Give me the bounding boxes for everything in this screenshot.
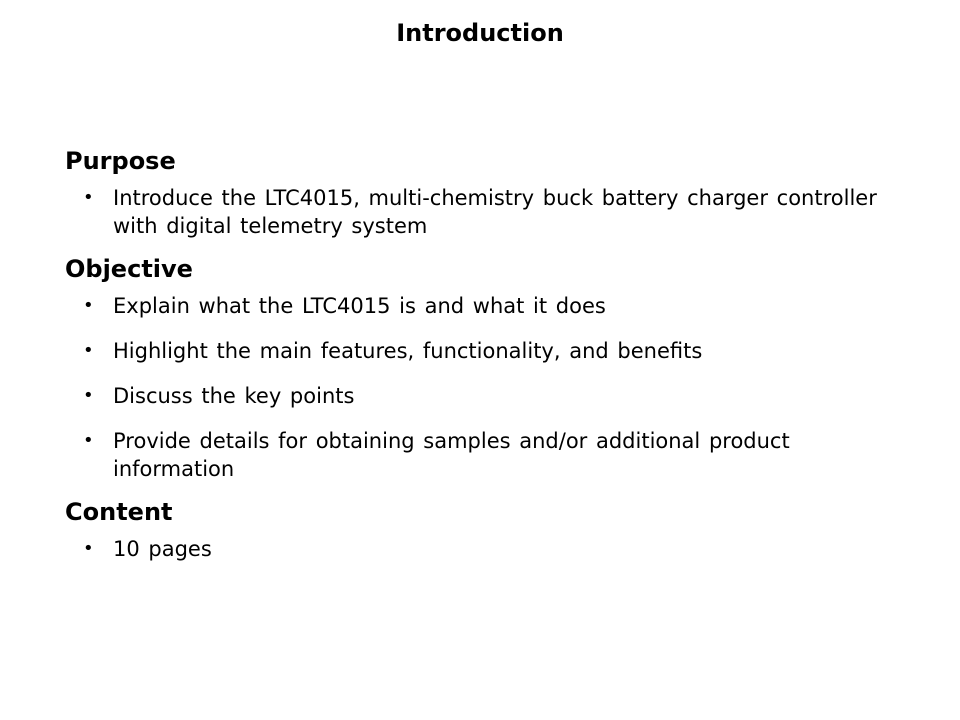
bullet-text: Provide details for obtaining samples and/or additional product information: [113, 429, 790, 481]
bullet-text: Explain what the LTC4015 is and what it does: [113, 294, 606, 318]
purpose-bullet-list: [65, 184, 895, 240]
bullet-icon: •: [83, 538, 94, 559]
objective-bullet-item: [65, 382, 895, 410]
bullet-icon: •: [83, 385, 94, 406]
purpose-bullet-item: [65, 184, 895, 240]
objective-bullet-list: [65, 292, 895, 483]
bullet-icon: •: [83, 340, 94, 361]
content-bullet-item: [65, 535, 895, 563]
bullet-icon: •: [83, 295, 94, 316]
bullet-text: Discuss the key points: [113, 384, 355, 408]
section-heading-content: Content: [65, 498, 173, 526]
objective-bullet-item: [65, 427, 895, 483]
section-heading-objective: Objective: [65, 255, 193, 283]
section-purpose: [65, 144, 895, 240]
bullet-text: Highlight the main features, functionality, and benefits: [113, 339, 703, 363]
section-content: [65, 495, 895, 563]
content-bullet-list: [65, 535, 895, 563]
slide-title: Introduction: [396, 19, 564, 47]
bullet-icon: •: [83, 187, 94, 208]
objective-bullet-item: [65, 292, 895, 320]
section-objective: [65, 252, 895, 483]
bullet-icon: •: [83, 430, 94, 451]
section-heading-purpose: Purpose: [65, 147, 176, 175]
objective-bullet-item: [65, 337, 895, 365]
slide-body: [65, 144, 895, 563]
bullet-text: Introduce the LTC4015, multi-chemistry buck battery charger controller with digital telemetry system: [113, 186, 877, 238]
bullet-text: 10 pages: [113, 537, 212, 561]
